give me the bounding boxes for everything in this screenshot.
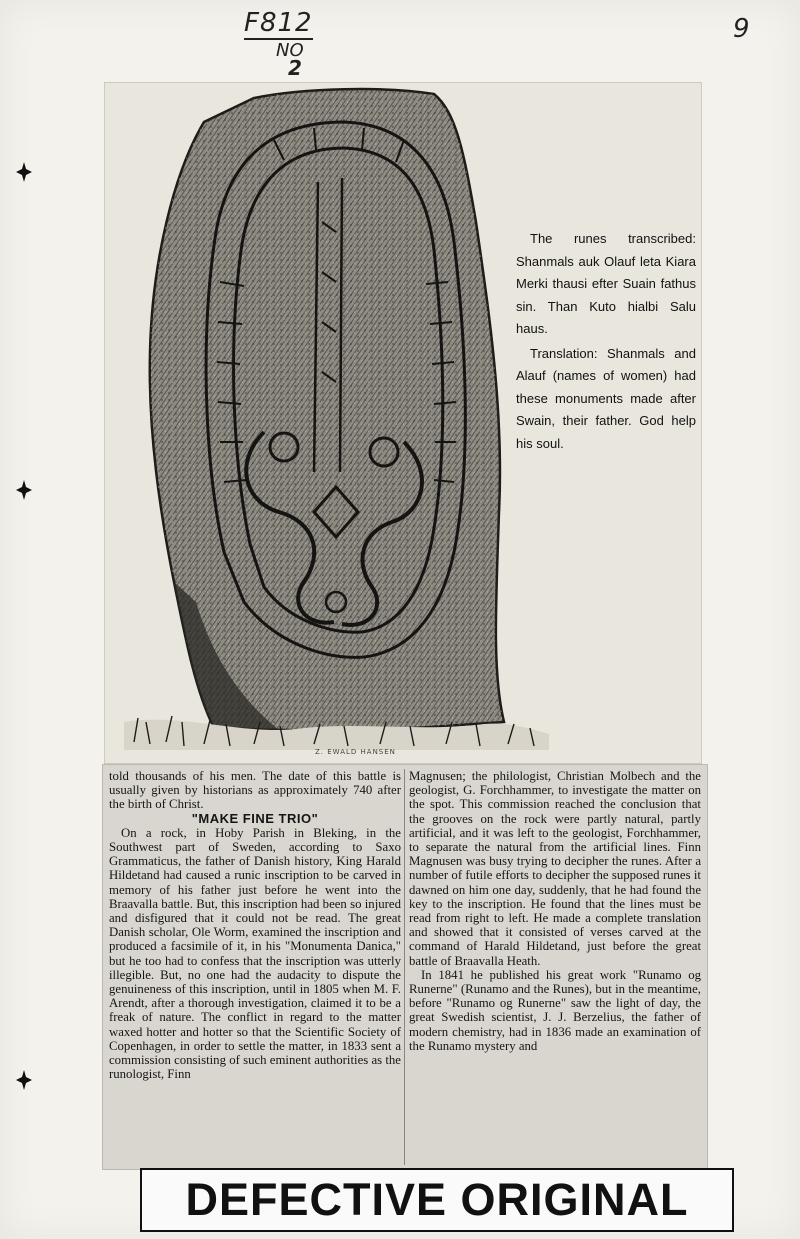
caption-translation: Translation: Shanmals and Alauf (names of women) had these monuments made after Swain, their father. God help his soul. <box>516 345 696 451</box>
binding-mark-icon <box>14 1068 34 1092</box>
call-number-value: 2 <box>288 56 302 80</box>
binding-mark-icon <box>14 478 34 502</box>
caption-transcription: The runes transcribed: Shanmals auk Olauf leta Kiara Merki thausi efter Suain fathus sin. Than Kuto hialbi Salu haus. <box>516 231 696 336</box>
runestone-illustration <box>104 82 564 762</box>
column-divider <box>404 769 405 1165</box>
article-paragraph: On a rock, in Hoby Parish in Bleking, in the Southwest part of Sweden, according to Saxo Grammaticus, the father of Danish history, King Harald Hildetand had caused a runic inscription to be carved in memory of his father just before he went into the Braavalla battle. But, this inscription had been so injured and disfigured that it could not be read. The great Danish scholar, Ole Worm, examined the inscription and produced a facsimile of it, in his "Monumenta Danica," but he too had to confess that the inscription was utterly illegible. But, no one had the audacity to dispute the genuineness of this inscription, until in 1805 when M. F. Arendt, after a thorough investigation, claimed it to be a freak of nature. The conflict in regard to the matter waxed hotter and hotter so that the Scientific Society of Copenhagen, in order to settle the matter, in 1833 sent a commission consisting of such eminent authorities as the runologist, Finn <box>109 825 401 1082</box>
article-paragraph: told thousands of his men. The date of this battle is usually given by historians as approximately 740 after the birth of Christ. <box>109 769 401 812</box>
illustration-credit: Z. EWALD HANSEN <box>315 748 396 756</box>
article-column-right <box>409 769 701 1053</box>
article-subheading: "MAKE FINE TRIO" <box>191 810 319 826</box>
binding-mark-icon <box>14 160 34 184</box>
call-number: F812 <box>244 8 313 38</box>
page-number: 9 <box>733 14 750 44</box>
rune-caption <box>516 228 696 457</box>
article-body <box>102 764 708 1170</box>
defective-original-stamp <box>140 1168 734 1232</box>
stamp-text: DEFECTIVE ORIGINAL <box>185 1174 689 1225</box>
article-column-left <box>109 769 401 1081</box>
article-paragraph: In 1841 he published his great work "Runamo og Runerne" (Runamo and the Runes), but in the meantime, before "Runamo og Runerne" saw the light of day, the great Swedish scientist, J. J. Berzelius, the father of modern chemistry, had in 1836 made an examination of the Runamo mystery and <box>409 967 701 1053</box>
article-paragraph: Magnusen; the philologist, Christian Molbech and the geologist, G. Forchhammer, to investigate the matter on the spot. This commission reached the conclusion that the grooves on the rock were partly natural, partly artificial, and it was left to the geologist, Forchhammer, to separate the natural from the artificial lines. Finn Magnusen was busy trying to decipher the runes. After a number of futile efforts to decipher the supposed runes it dawned on him one day, suddenly, that he had found the key to the inscription. He found that the lines must be read from right to left. He made a complete translation and showed that it consisted of verses carved at the command of Harald Hildetand, just before the great battle of Braavalla Heath. <box>409 769 701 968</box>
call-number-label: NO <box>276 40 304 61</box>
